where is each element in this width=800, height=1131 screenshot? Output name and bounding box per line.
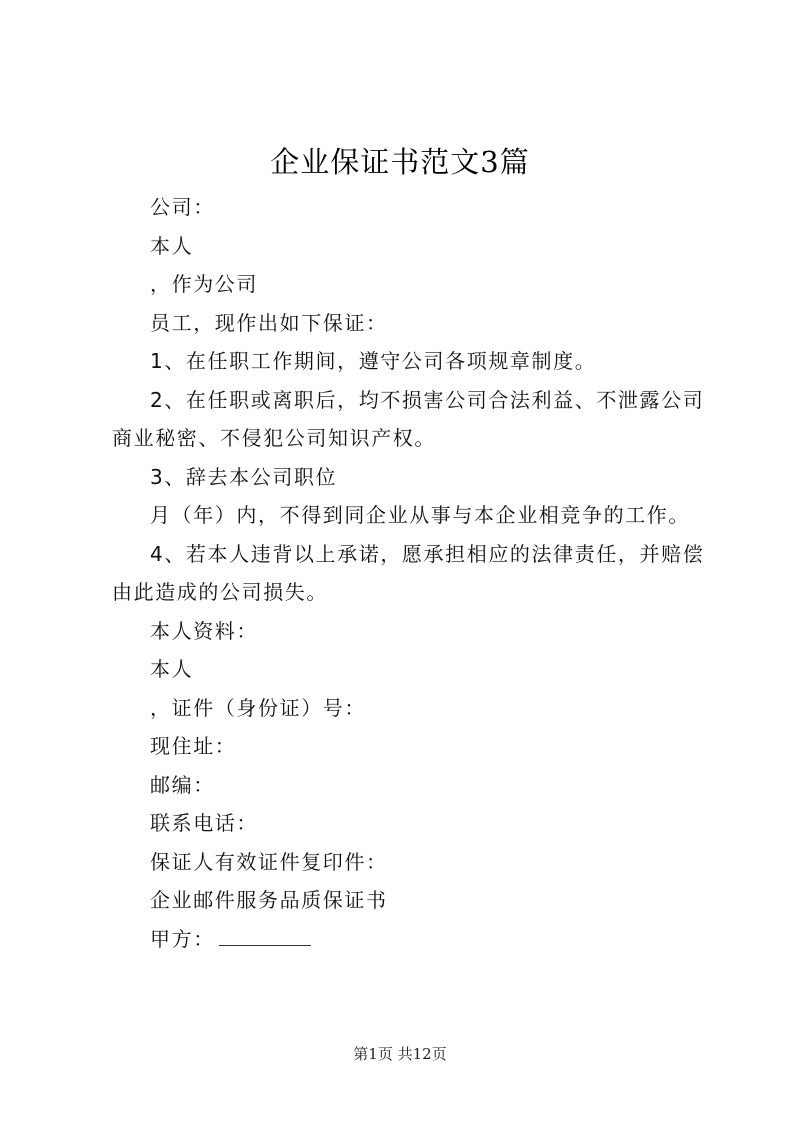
document-body bbox=[0, 188, 800, 958]
document-title: 企业保证书范文3篇 bbox=[270, 145, 530, 179]
paragraph-personal-info: 本人资料： bbox=[150, 618, 258, 643]
paragraph-clause-3: 3、辞去本公司职位 bbox=[150, 464, 338, 489]
paragraph-postcode: 邮编： bbox=[150, 772, 215, 797]
paragraph-party-a bbox=[0, 920, 800, 959]
paragraph-clause-1: 1、在任职工作期间，遵守公司各项规章制度。 bbox=[150, 349, 597, 373]
party-a-blank-line bbox=[219, 925, 311, 946]
paragraph-phone: 联系电话： bbox=[150, 811, 258, 835]
paragraph-id-copy: 保证人有效证件复印件： bbox=[150, 849, 388, 874]
paragraph-clause-2: 2、在任职或离职后，均不损害公司合法利益、不泄露公司商业秘密、不侵犯公司知识产权。 bbox=[112, 387, 705, 450]
paragraph-self: 本人 bbox=[150, 233, 194, 258]
paragraph-clause-3-cont: 月（年）内，不得到同企业从事与本企业相竞争的工作。 bbox=[150, 503, 690, 527]
party-a-label: 甲方： bbox=[150, 926, 215, 951]
page-number: 第1页 共12页 bbox=[353, 1045, 447, 1063]
paragraph-address: 现住址： bbox=[150, 734, 237, 758]
paragraph-second-title: 企业邮件服务品质保证书 bbox=[150, 888, 388, 912]
paragraph-clause-4: 4、若本人违背以上承诺，愿承担相应的法律责任，并赔偿由此造成的公司损失。 bbox=[112, 541, 705, 604]
page-footer bbox=[0, 1044, 800, 1064]
paragraph-self-2: 本人 bbox=[150, 657, 194, 681]
paragraph-intro: 员工，现作出如下保证： bbox=[150, 310, 388, 335]
paragraph-salutation: 公司： bbox=[150, 195, 215, 219]
paragraph-as-company: ，作为公司 bbox=[150, 272, 258, 296]
paragraph-id-number: ，证件（身份证）号： bbox=[150, 695, 366, 720]
